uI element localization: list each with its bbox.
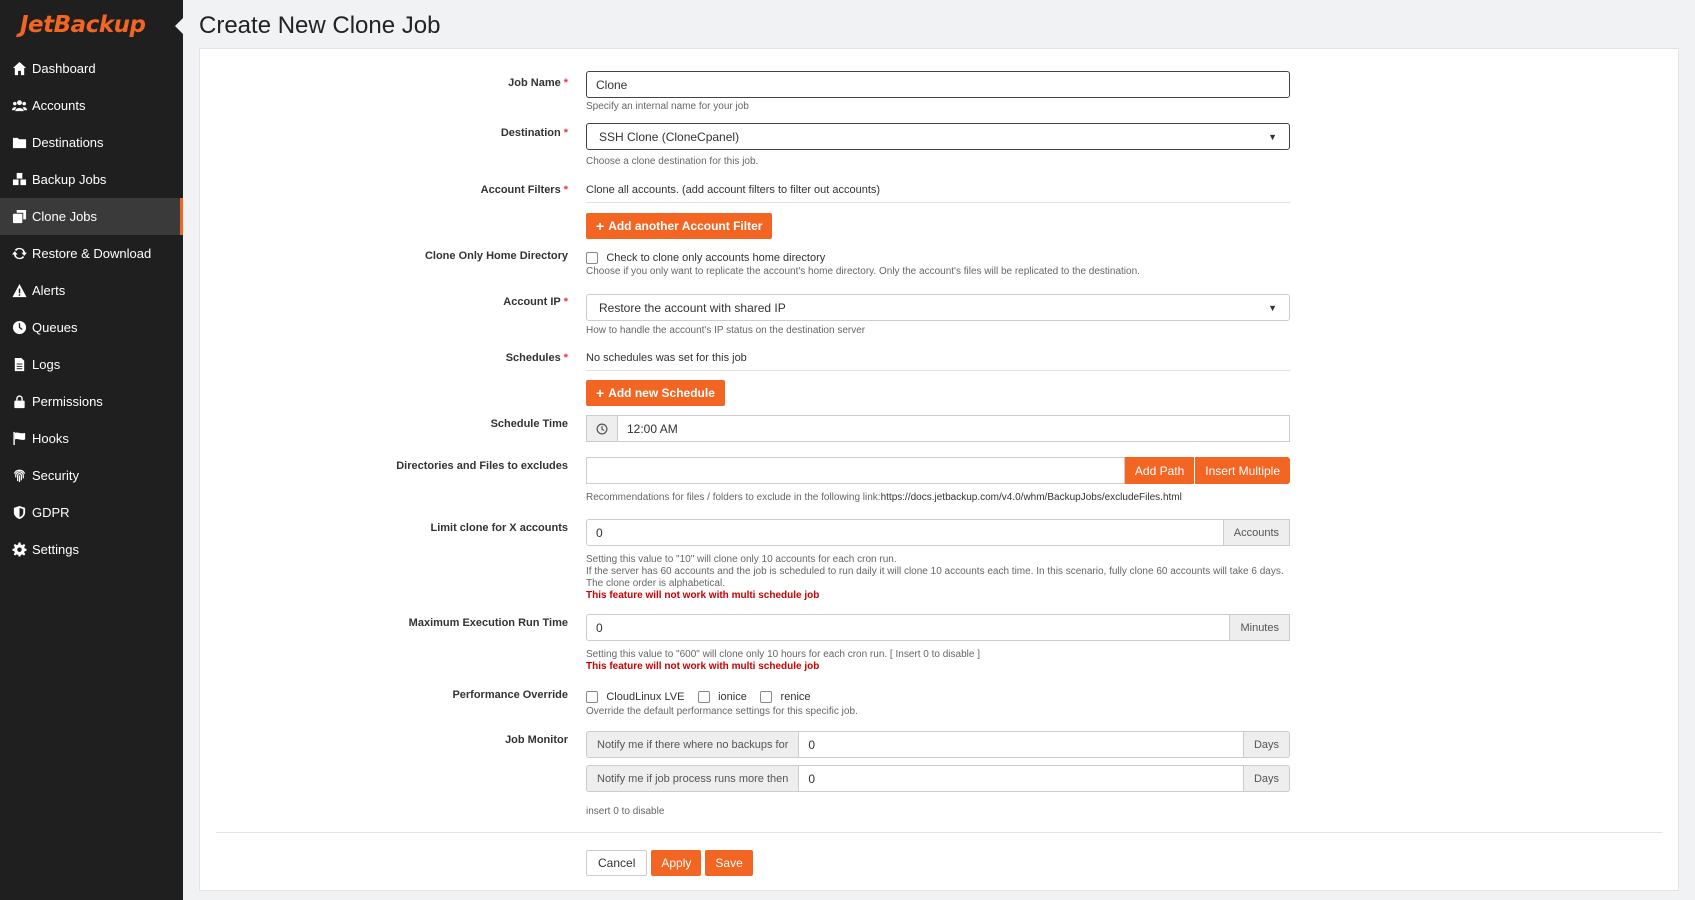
- schedule-time-label: Schedule Time: [490, 418, 568, 430]
- excludes-help-link[interactable]: https://docs.jetbackup.com/v4.0/whm/BackupJobs/excludeFiles.html: [880, 492, 1182, 503]
- account-filters-text: Clone all accounts. (add account filters to filter out accounts): [586, 184, 1290, 203]
- max-exec-label: Maximum Execution Run Time: [408, 617, 568, 629]
- fingerprint-icon: [11, 468, 27, 484]
- gear-icon: [11, 542, 27, 558]
- sidebar-item-alerts[interactable]: [0, 272, 183, 309]
- sidebar-item-permissions[interactable]: [0, 383, 183, 420]
- sidebar-item-restore-download[interactable]: [0, 235, 183, 272]
- performance-help: Override the default performance settings for this specific job.: [586, 706, 858, 717]
- limit-clone-help-1: Setting this value to "10" will clone only 10 accounts for each cron run.: [586, 554, 897, 565]
- clock-icon: [586, 415, 617, 442]
- job-monitor-runs-more-input[interactable]: 0: [798, 765, 1244, 792]
- limit-clone-warning: This feature will not work with multi schedule job: [586, 590, 820, 601]
- sidebar-item-clone-jobs[interactable]: [0, 198, 183, 235]
- sidebar-item-security[interactable]: [0, 457, 183, 494]
- home-dir-checkbox-label: Check to clone only accounts home directory: [606, 251, 826, 264]
- add-schedule-label: Add new Schedule: [608, 386, 715, 400]
- schedule-time-group: [586, 415, 1290, 442]
- sidebar-item-label: Settings: [32, 542, 79, 557]
- schedules-label: Schedules *: [505, 352, 568, 364]
- plus-icon: +: [596, 385, 605, 401]
- insert-multiple-button[interactable]: Insert Multiple: [1195, 457, 1290, 484]
- job-monitor-no-backups-unit: Days: [1244, 731, 1290, 758]
- sidebar-item-accounts[interactable]: [0, 87, 183, 124]
- max-exec-unit: Minutes: [1230, 614, 1290, 641]
- max-exec-input[interactable]: 0: [586, 614, 1230, 641]
- destination-label: Destination *: [500, 127, 568, 139]
- job-monitor-runs-more-group: [586, 765, 1290, 792]
- limit-clone-help-2: If the server has 60 accounts and the job is scheduled to run daily it will clone 10 accounts each time. In this scenario, fully clone 60 accounts will take 6 days. The clone order is alphabetical.: [586, 566, 1284, 589]
- home-dir-help: Choose if you only want to replicate the account's home directory. Only the account's files will be replicated to the destination.: [586, 266, 1140, 277]
- add-schedule-button[interactable]: [586, 380, 725, 406]
- limit-clone-unit: Accounts: [1224, 519, 1290, 546]
- excludes-label: Directories and Files to excludes: [396, 460, 568, 472]
- excludes-input[interactable]: [586, 457, 1125, 484]
- sidebar-item-label: Logs: [32, 357, 61, 372]
- limit-clone-group: [586, 519, 1290, 546]
- logo[interactable]: [0, 0, 183, 50]
- job-monitor-no-backups-group: [586, 731, 1290, 758]
- users-icon: [11, 98, 27, 114]
- sidebar-item-queues[interactable]: [0, 309, 183, 346]
- renice-label: renice: [780, 690, 811, 703]
- save-button[interactable]: Save: [705, 850, 752, 876]
- clone-job-form: [199, 48, 1679, 891]
- sidebar-item-label: Alerts: [32, 283, 66, 298]
- cubes-icon: [11, 172, 27, 188]
- footer-divider: [216, 832, 1662, 833]
- sidebar-item-label: Destinations: [32, 135, 104, 150]
- excludes-help-text: Recommendations for files / folders to exclude in the following link:: [586, 492, 881, 503]
- form-actions: [586, 850, 753, 876]
- sidebar-item-label: Hooks: [32, 431, 69, 446]
- brand-logo-text: JetBackup: [20, 12, 146, 38]
- job-monitor-no-backups-prefix: Notify me if there where no backups for: [586, 731, 798, 758]
- sidebar-item-label: Dashboard: [32, 61, 96, 76]
- add-account-filter-button[interactable]: [586, 213, 772, 239]
- chevron-down-icon: ▼: [1268, 131, 1277, 142]
- renice-checkbox[interactable]: [760, 691, 772, 703]
- sidebar-item-label: Restore & Download: [32, 246, 152, 261]
- max-exec-warning: This feature will not work with multi schedule job: [586, 661, 820, 672]
- sidebar-item-backup-jobs[interactable]: [0, 161, 183, 198]
- sidebar-item-destinations[interactable]: [0, 124, 183, 161]
- destination-select[interactable]: [586, 123, 1290, 150]
- job-name-input[interactable]: Clone: [586, 71, 1290, 98]
- clone-icon: [11, 209, 27, 225]
- excludes-group: [586, 457, 1290, 484]
- plus-icon: +: [596, 218, 605, 234]
- account-ip-select[interactable]: [586, 294, 1290, 321]
- home-icon: [11, 61, 27, 77]
- ionice-label: ionice: [718, 690, 747, 703]
- job-monitor-label: Job Monitor: [505, 734, 568, 746]
- sidebar-item-settings[interactable]: [0, 531, 183, 568]
- schedules-text: No schedules was set for this job: [586, 352, 1290, 371]
- account-ip-label: Account IP *: [503, 296, 568, 308]
- destination-select-value: SSH Clone (CloneCpanel): [599, 129, 740, 144]
- job-monitor-help: insert 0 to disable: [586, 806, 665, 817]
- cancel-button[interactable]: Cancel: [586, 850, 647, 876]
- apply-button[interactable]: Apply: [651, 850, 701, 876]
- account-ip-help: How to handle the account's IP status on the destination server: [586, 325, 866, 336]
- sidebar-item-label: Security: [32, 468, 79, 483]
- flag-icon: [11, 431, 27, 447]
- sidebar-item-logs[interactable]: [0, 346, 183, 383]
- sidebar-item-gdpr[interactable]: [0, 494, 183, 531]
- file-icon: [11, 357, 27, 373]
- max-exec-help: Setting this value to "600" will clone only 10 hours for each cron run. [ Insert 0 to disable ]: [586, 649, 980, 660]
- ionice-checkbox[interactable]: [698, 691, 710, 703]
- account-filters-label: Account Filters *: [480, 184, 568, 196]
- schedule-time-input[interactable]: 12:00 AM: [617, 415, 1290, 442]
- sidebar-item-dashboard[interactable]: [0, 50, 183, 87]
- limit-clone-input[interactable]: 0: [586, 519, 1224, 546]
- job-name-help: Specify an internal name for your job: [586, 101, 749, 112]
- add-path-button[interactable]: Add Path: [1125, 457, 1194, 484]
- sidebar-item-label: Permissions: [32, 394, 103, 409]
- sidebar-item-label: Clone Jobs: [32, 209, 98, 224]
- job-monitor-no-backups-input[interactable]: 0: [798, 731, 1244, 758]
- account-ip-select-value: Restore the account with shared IP: [599, 300, 786, 315]
- lock-icon: [11, 394, 27, 410]
- sidebar-collapse-caret-icon[interactable]: [175, 18, 183, 34]
- page-title: Create New Clone Job: [199, 12, 441, 39]
- home-dir-checkbox[interactable]: [586, 252, 598, 264]
- performance-label: Performance Override: [452, 689, 568, 701]
- sidebar-item-label: GDPR: [32, 505, 70, 520]
- destination-help: Choose a clone destination for this job.: [586, 156, 759, 167]
- sidebar-item-label: Backup Jobs: [32, 172, 107, 187]
- shield-icon: [11, 505, 27, 521]
- sidebar-item-label: Accounts: [32, 98, 86, 113]
- sidebar: [0, 0, 183, 900]
- job-name-label: Job Name *: [508, 77, 568, 89]
- sync-icon: [11, 246, 27, 262]
- job-monitor-runs-more-unit: Days: [1244, 765, 1290, 792]
- add-account-filter-label: Add another Account Filter: [608, 219, 763, 233]
- cloudlinux-lve-checkbox[interactable]: [586, 691, 598, 703]
- clock-icon: [11, 320, 27, 336]
- folder-icon: [11, 135, 27, 151]
- warning-icon: [11, 283, 27, 299]
- sidebar-item-label: Queues: [32, 320, 78, 335]
- cloudlinux-lve-label: CloudLinux LVE: [606, 690, 685, 703]
- limit-clone-label: Limit clone for X accounts: [430, 522, 568, 534]
- home-dir-label: Clone Only Home Directory: [424, 250, 568, 262]
- sidebar-item-hooks[interactable]: [0, 420, 183, 457]
- max-exec-group: [586, 614, 1290, 641]
- chevron-down-icon: ▼: [1268, 302, 1277, 313]
- sidebar-nav: [0, 50, 183, 568]
- excludes-help: [586, 492, 1290, 504]
- job-monitor-runs-more-prefix: Notify me if job process runs more then: [586, 765, 798, 792]
